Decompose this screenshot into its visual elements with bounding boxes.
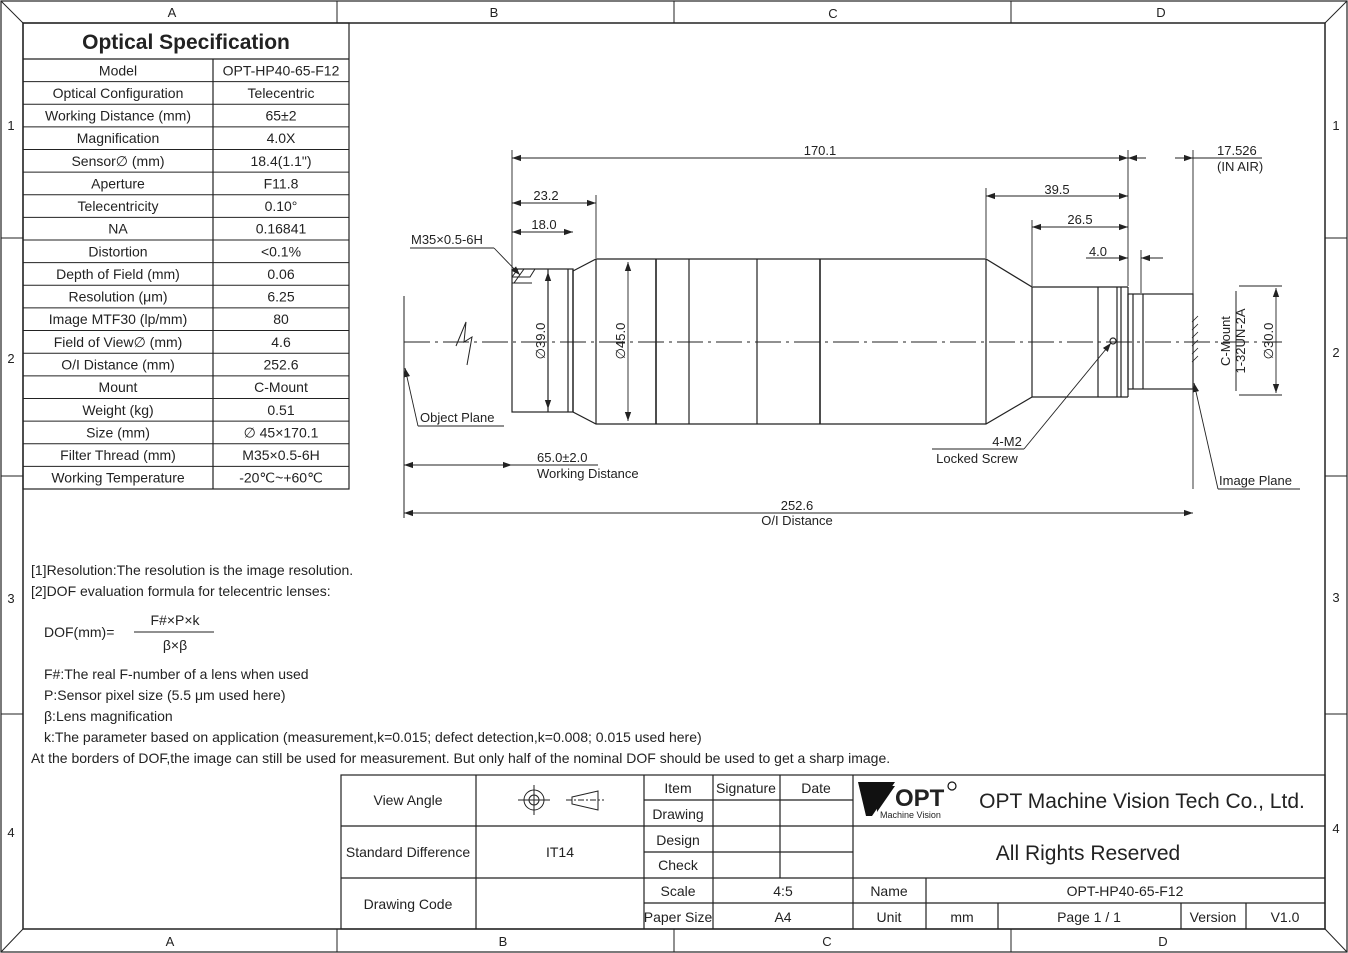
- standard-difference-value: IT14: [545, 844, 575, 860]
- version-value: V1.0: [1270, 909, 1300, 925]
- c-mount-thread-label: 1-32UN-2A: [1233, 308, 1248, 374]
- dimension-labels: [411, 143, 1292, 528]
- dim-front-180: 18.0: [531, 217, 557, 232]
- name-value: OPT-HP40-65-F12: [1066, 883, 1184, 899]
- spec-row-label: Mount: [98, 379, 138, 396]
- spec-row-label: Aperture: [91, 175, 145, 192]
- working-distance-value: 65.0±2.0: [537, 450, 588, 465]
- spec-row-label: Sensor∅ (mm): [71, 152, 165, 169]
- dim-dia-39: ∅39.0: [533, 322, 548, 360]
- break-mark: [456, 322, 472, 365]
- spec-row-value: 0.10°: [264, 198, 298, 215]
- legend-magnification: β:Lens magnification: [44, 708, 173, 724]
- row-label-right: 3: [1332, 590, 1340, 605]
- row-label-right: 2: [1332, 345, 1340, 360]
- version-label: Version: [1189, 909, 1237, 925]
- legend-pixel: P:Sensor pixel size (5.5 μm used here): [44, 687, 286, 703]
- screw-callout: 4-M2: [992, 434, 1022, 449]
- spec-row-label: Weight (kg): [82, 401, 154, 418]
- spec-row-value: C-Mount: [254, 379, 308, 396]
- check-label: Check: [658, 857, 698, 873]
- spec-row-value: ∅ 45×170.1: [243, 424, 319, 441]
- spec-row-label: Filter Thread (mm): [60, 447, 176, 464]
- col-label-bottom: C: [822, 934, 832, 949]
- row-label-right: 4: [1332, 821, 1340, 836]
- note-resolution: [1]Resolution:The resolution is the image resolution.: [31, 562, 354, 578]
- spec-row-value: 4.6: [271, 333, 291, 350]
- scale-label: Scale: [660, 883, 696, 899]
- spec-row-label: Depth of Field (mm): [56, 265, 180, 282]
- opt-logo-text: OPT: [895, 785, 945, 812]
- row-label-right: 1: [1332, 118, 1340, 133]
- spec-row-value: F11.8: [263, 175, 299, 192]
- page-number: Page 1 / 1: [1057, 909, 1121, 925]
- row-label-left: 1: [7, 118, 15, 133]
- note-borders: At the borders of DOF,the image can still be used for measurement. But only half of the nominal DOF should be used to get a sharp image.: [31, 750, 891, 766]
- col-label-bottom: B: [498, 934, 508, 949]
- col-label-bottom: D: [1158, 934, 1168, 949]
- image-plane-label: Image Plane: [1219, 473, 1292, 488]
- spec-row-label: O/I Distance (mm): [61, 356, 175, 373]
- legend-k: k:The parameter based on application (measurement,k=0.015; defect detection,k=0.008; 0.015 used here): [44, 729, 702, 745]
- date-header: Date: [801, 780, 831, 796]
- spec-row-value: -20℃~+60℃: [239, 469, 323, 486]
- dim-rear-40: 4.0: [1088, 244, 1108, 259]
- spec-row-label: NA: [108, 220, 128, 237]
- dim-rear-265: 26.5: [1067, 212, 1093, 227]
- spec-row-value: Telecentric: [247, 84, 315, 101]
- spec-row-value: 65±2: [265, 107, 297, 124]
- spec-row-label: Optical Configuration: [52, 84, 184, 101]
- dof-formula-numerator: F#×P×k: [150, 612, 200, 628]
- item-header: Item: [664, 780, 692, 796]
- dim-dia-30: ∅30.0: [1261, 322, 1276, 360]
- col-label-top: C: [828, 6, 838, 21]
- dof-formula-denominator: β×β: [162, 637, 188, 653]
- spec-row-label: Field of View∅ (mm): [53, 333, 183, 350]
- spec-row-label: Resolution (μm): [68, 288, 168, 305]
- unit-label: Unit: [876, 909, 902, 925]
- spec-row-label: Model: [98, 62, 138, 79]
- row-label-left: 4: [7, 825, 15, 840]
- title-block: [341, 775, 1325, 929]
- paper-size-label: Paper Size: [643, 909, 713, 925]
- drawing-code-label: Drawing Code: [363, 896, 453, 912]
- view-angle-label: View Angle: [373, 792, 443, 808]
- row-label-left: 2: [7, 351, 15, 366]
- note-dof: [2]DOF evaluation formula for telecentric lenses:: [31, 583, 331, 599]
- spec-row-value: 0.51: [267, 401, 295, 418]
- notes: [31, 562, 890, 766]
- spec-row-value: 6.25: [267, 288, 295, 305]
- signature-header: Signature: [716, 780, 776, 796]
- spec-row-value: 252.6: [263, 356, 299, 373]
- dim-overall-length: 170.1: [803, 143, 837, 158]
- spec-row-label: Working Temperature: [51, 469, 185, 486]
- col-label-bottom: A: [165, 934, 175, 949]
- dof-formula-lhs: DOF(mm)=: [44, 624, 115, 640]
- working-distance-label: Working Distance: [537, 466, 639, 481]
- third-angle-projection-icon: [518, 785, 604, 815]
- col-label-top: A: [167, 5, 177, 20]
- spec-table-title: Optical Specification: [82, 31, 290, 54]
- spec-row-value: M35×0.5-6H: [242, 447, 320, 464]
- spec-row-label: Working Distance (mm): [45, 107, 191, 124]
- rights-statement: All Rights Reserved: [995, 842, 1181, 865]
- paper-size-value: A4: [774, 909, 792, 925]
- spec-row-value: 4.0X: [266, 130, 296, 147]
- dim-front-232: 23.2: [533, 188, 559, 203]
- lens-drawing: [404, 259, 1282, 518]
- name-label: Name: [870, 883, 908, 899]
- thread-hatch: [512, 269, 535, 283]
- spec-row-value: 80: [273, 311, 289, 328]
- unit-value: mm: [950, 909, 974, 925]
- standard-difference-label: Standard Difference: [345, 844, 471, 860]
- spec-table: [23, 23, 349, 489]
- dim-back-focal-note: (IN AIR): [1217, 159, 1264, 174]
- spec-row-value: OPT-HP40-65-F12: [222, 62, 340, 79]
- thread-callout: M35×0.5-6H: [411, 232, 483, 247]
- legend-fnumber: F#:The real F-number of a lens when used: [44, 666, 309, 682]
- spec-row-label: Telecentricity: [77, 198, 159, 215]
- spec-row-value: 0.06: [267, 265, 295, 282]
- opt-logo-subtext: Machine Vision: [880, 810, 941, 820]
- dim-dia-45: ∅45.0: [613, 322, 628, 360]
- c-mount-thread: [1128, 294, 1193, 389]
- spec-row-value: 0.16841: [255, 220, 307, 237]
- spec-row-value: 18.4(1.1"): [250, 152, 312, 169]
- spec-row-label: Magnification: [76, 130, 160, 147]
- spec-row-value: <0.1%: [260, 243, 302, 260]
- col-label-top: B: [489, 5, 499, 20]
- scale-value: 4:5: [773, 883, 793, 899]
- spec-row-label: Image MTF30 (lp/mm): [48, 311, 188, 328]
- design-label: Design: [656, 832, 700, 848]
- object-plane-label: Object Plane: [420, 410, 495, 425]
- dim-rear-395: 39.5: [1044, 182, 1070, 197]
- screw-callout-label: Locked Screw: [936, 451, 1018, 466]
- dim-back-focal: 17.526: [1217, 143, 1257, 158]
- oi-distance-value: 252.6: [780, 498, 814, 513]
- drawing-label: Drawing: [652, 806, 704, 822]
- row-label-left: 3: [7, 591, 15, 606]
- opt-logo: [858, 782, 956, 820]
- main-barrel: [573, 259, 1032, 424]
- c-mount-label: C-Mount: [1218, 316, 1233, 366]
- spec-row-label: Size (mm): [86, 424, 150, 441]
- company-name: OPT Machine Vision Tech Co., Ltd.: [979, 790, 1305, 813]
- col-label-top: D: [1156, 5, 1166, 20]
- spec-row-label: Distortion: [88, 243, 148, 260]
- oi-distance-label: O/I Distance: [761, 513, 833, 528]
